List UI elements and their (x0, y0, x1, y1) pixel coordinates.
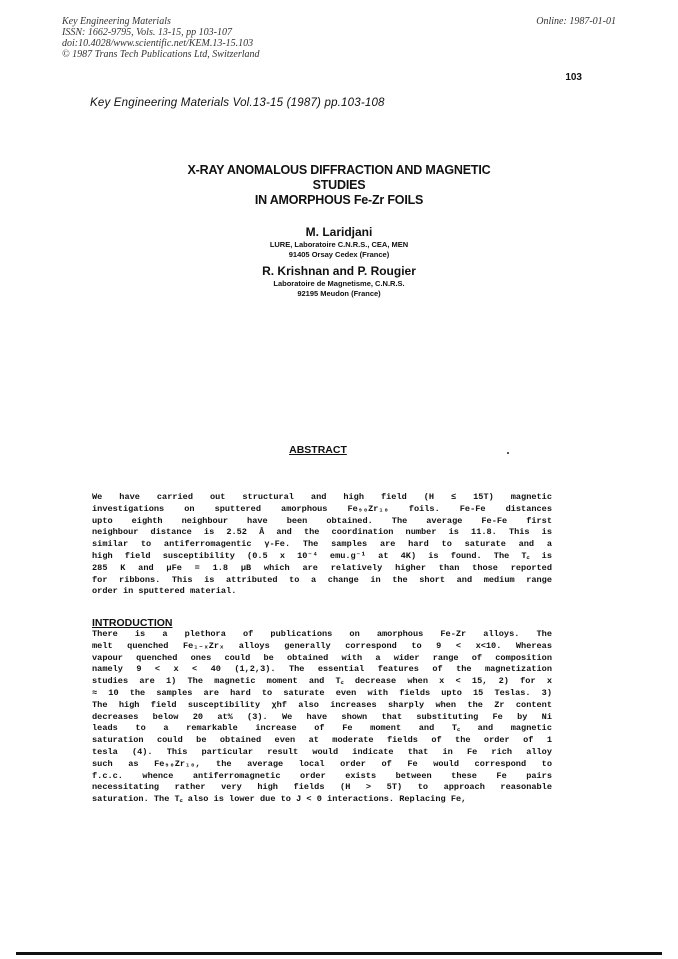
introduction-heading: INTRODUCTION (92, 617, 173, 629)
intro-line: saturation. The T꜀ also is lower due to J < 0 interactions. Replacing Fe, (92, 794, 467, 805)
abstract-line: for ribbons. This is attributed to a change in the short and medium range (92, 574, 552, 585)
intro-line: leads to a remarkable increase of Fe moment and T꜀ and magnetic (92, 723, 552, 734)
affiliation-line: 92195 Meudon (France) (297, 288, 381, 298)
intro-line: such as Fe₉₀Zr₁₀, the average local order of Fe would correspond to (92, 758, 552, 769)
intro-line: saturation could be obtained even at moderate fields of the order of 1 (92, 735, 552, 746)
meta-line: Key Engineering Materials (62, 16, 171, 27)
journal-citation: Key Engineering Materials Vol.13-15 (1987) pp.103-108 (90, 97, 385, 109)
affiliation-line: 91405 Orsay Cedex (France) (288, 249, 390, 259)
title-line: IN AMORPHOUS Fe-Zr FOILS (254, 193, 424, 207)
title-line: STUDIES (312, 178, 366, 192)
abstract-text (92, 492, 552, 598)
abstract-heading: ABSTRACT (289, 444, 347, 456)
abstract-line: neighbour distance is 2.52 Å and the coordination number is 11.8. This is (92, 527, 552, 538)
intro-line: vapour quenched ones could be obtained with a wider range of composition (92, 652, 552, 663)
author-affiliation (0, 240, 678, 259)
intro-line: studies are 1) The magnetic moment and T꜀ decrease when x < 15, 2) for x (92, 676, 552, 687)
introduction-text (92, 629, 552, 806)
intro-line: necessitating rather very high fields (H > 5T) to approach reasonable (92, 782, 552, 793)
meta-line: doi:10.4028/www.scientific.net/KEM.13-15.103 (62, 38, 254, 49)
affiliation-line: Laboratoire de Magnetisme, C.N.R.S. (273, 279, 405, 288)
publication-metadata (62, 16, 260, 60)
abstract-line: high field susceptibility (0.5 x 10⁻⁴ emu.g⁻¹ at 4K) is found. The T꜀ is (92, 550, 552, 561)
abstract-line: upto eighth neighbour have been obtained. The average Fe-Fe first (92, 515, 552, 526)
page-number: 103 (565, 72, 582, 83)
intro-line: f.c.c. whence antiferromagnetic order exists between these Fe pairs (92, 770, 552, 781)
abstract-line: similar to antiferromagentic γ-Fe. The samples are hard to saturate and a (92, 539, 552, 550)
author-affiliation (0, 279, 678, 298)
author-name: R. Krishnan and P. Rougier (262, 264, 416, 278)
intro-line: namely 9 < x < 40 (1,2,3). The essential features of the magnetization (92, 664, 552, 675)
meta-line: © 1987 Trans Tech Publications Ltd, Switzerland (62, 49, 260, 60)
speck-mark (507, 452, 509, 454)
abstract-line: We have carried out structural and high field (H ≤ 15T) magnetic (92, 492, 552, 502)
intro-line: decreases below 20 at% (3). We have shown that substituting Fe by Ni (92, 711, 552, 722)
affiliation-line: LURE, Laboratoire C.N.R.S., CEA, MEN (269, 240, 409, 249)
paper-title (0, 163, 678, 208)
abstract-line: order in sputtered material. (92, 586, 237, 597)
title-line: X-RAY ANOMALOUS DIFFRACTION AND MAGNETIC (187, 163, 491, 177)
bottom-rule (16, 952, 662, 955)
intro-line: tesla (4). This particular result would indicate that in Fe rich alloy (92, 746, 552, 757)
online-date: Online: 1987-01-01 (536, 16, 616, 27)
intro-line: melt quenched Fe₁₋ₓZrₓ alloys generally correspond to 9 < x<10. Whereas (92, 640, 552, 651)
intro-line: ≈ 10 the samples are hard to saturate even with fields upto 15 Teslas. 3) (92, 687, 552, 698)
meta-line: ISSN: 1662-9795, Vols. 13-15, pp 103-107 (62, 27, 232, 38)
abstract-line: 285 K and μFe = 1.8 μB which are relatively higher than those reported (92, 562, 552, 573)
author-name: M. Laridjani (305, 225, 373, 239)
intro-line: The high field susceptibility χhf also increases sharply when the Zr content (92, 699, 552, 710)
abstract-line: investigations on sputtered amorphous Fe₉₀Zr₁₀ foils. Fe-Fe distances (92, 503, 552, 514)
intro-line: There is a plethora of publications on amorphous Fe-Zr alloys. The (92, 629, 552, 639)
